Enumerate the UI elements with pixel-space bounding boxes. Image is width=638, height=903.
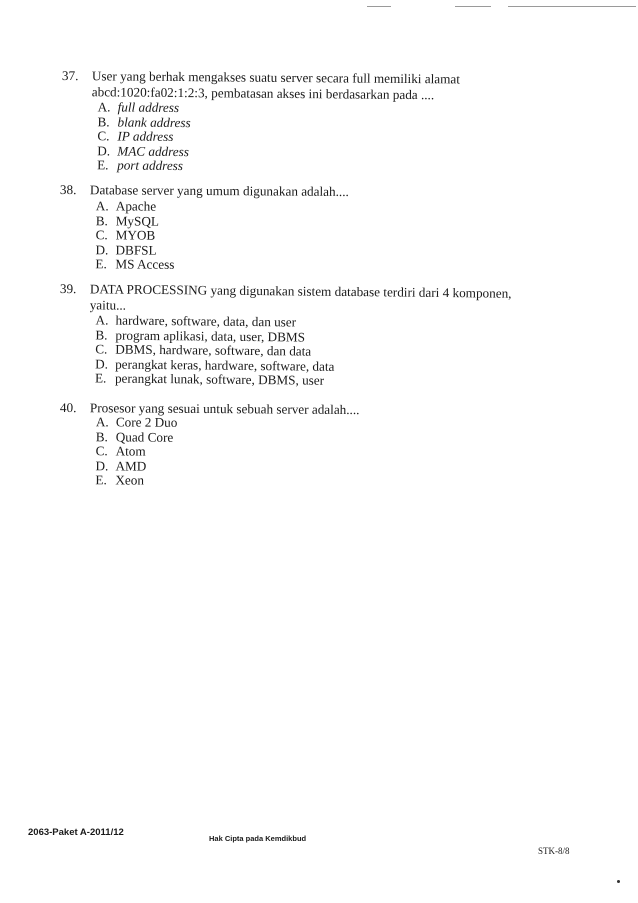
question-stem: User yang berhak mengakses suatu server secara full memiliki alamat	[91, 68, 461, 87]
question-number: 37.	[61, 68, 79, 84]
footer-page: STK-8/8	[538, 846, 570, 856]
question-number: 38.	[59, 182, 77, 198]
question-number: 39.	[59, 281, 77, 297]
scan-dot	[617, 880, 620, 883]
question-stem-line2: yaitu...	[89, 297, 127, 313]
scan-line	[508, 6, 636, 7]
question-number: 40.	[59, 400, 77, 416]
options-list	[97, 99, 191, 174]
question-stem: DATA PROCESSING yang digunakan sistem database terdiri dari 4 komponen,	[89, 281, 512, 301]
options-list	[95, 414, 178, 488]
options-list	[95, 198, 175, 272]
footer-copyright: Hak Cipta pada Kemdikbud	[209, 834, 307, 843]
footer-code: 2063-Paket A-2011/12	[28, 827, 124, 838]
scan-line	[455, 6, 491, 7]
options-list	[94, 312, 335, 388]
question-stem-line2: abcd:1020:fa02:1:2:3, pembatasan akses ini berdasarkan pada ....	[91, 84, 435, 103]
question-stem: Database server yang umum digunakan adalah....	[89, 182, 349, 200]
question-stem: Prosesor yang sesuai untuk sebuah server adalah....	[89, 400, 360, 418]
scan-line	[367, 6, 391, 7]
